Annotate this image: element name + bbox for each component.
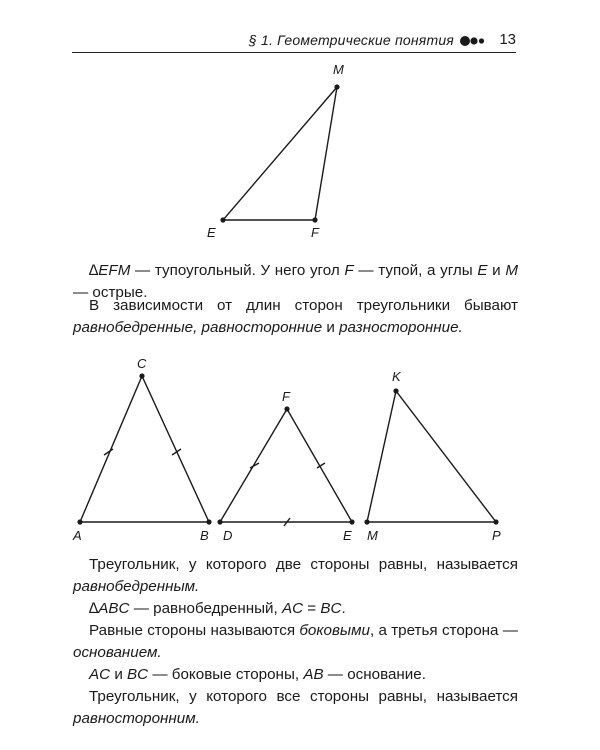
triangle-abc: [80, 376, 209, 522]
triangle-kmp: [367, 391, 496, 522]
label-e: E: [207, 225, 216, 240]
triangle-def: [220, 409, 352, 522]
label-b: B: [200, 528, 209, 543]
paragraph-efm-obtuse: ∆EFM — тупоугольный. У него угол F — тупой, а углы E и M — острые.: [73, 262, 518, 301]
paragraph-equilateral-definition: Треугольник, у которого все стороны равны, называется равносторонним.: [73, 688, 518, 727]
label-a: A: [73, 528, 82, 543]
label-d: D: [223, 528, 233, 543]
paragraph-abc-sides: AC и BC — боковые стороны, AB — основание.: [89, 666, 426, 683]
label-m: M: [333, 62, 344, 77]
paragraph-triangle-types: В зависимости от длин сторон треугольники бывают равнобедренные, равносторонние и разносторонние.: [73, 297, 518, 336]
label-c: C: [137, 356, 147, 371]
label-p: P: [492, 528, 501, 543]
paragraph-isosceles-definition: Треугольник, у которого две стороны равны, называется равнобедренным.: [73, 556, 518, 595]
paragraph-lateral-sides: Равные стороны называются боковыми, а третья сторона — основанием.: [73, 622, 518, 661]
label-e2: E: [343, 528, 352, 543]
label-m2: M: [367, 528, 378, 543]
label-f2: F: [282, 389, 290, 404]
page-number: 13: [499, 31, 516, 48]
paragraph-abc-isosceles: ∆ABC — равнобедренный, AC = BC.: [89, 600, 346, 617]
label-k: K: [392, 369, 401, 384]
label-f: F: [311, 225, 319, 240]
section-title: § 1. Геометрические понятия: [248, 32, 454, 48]
